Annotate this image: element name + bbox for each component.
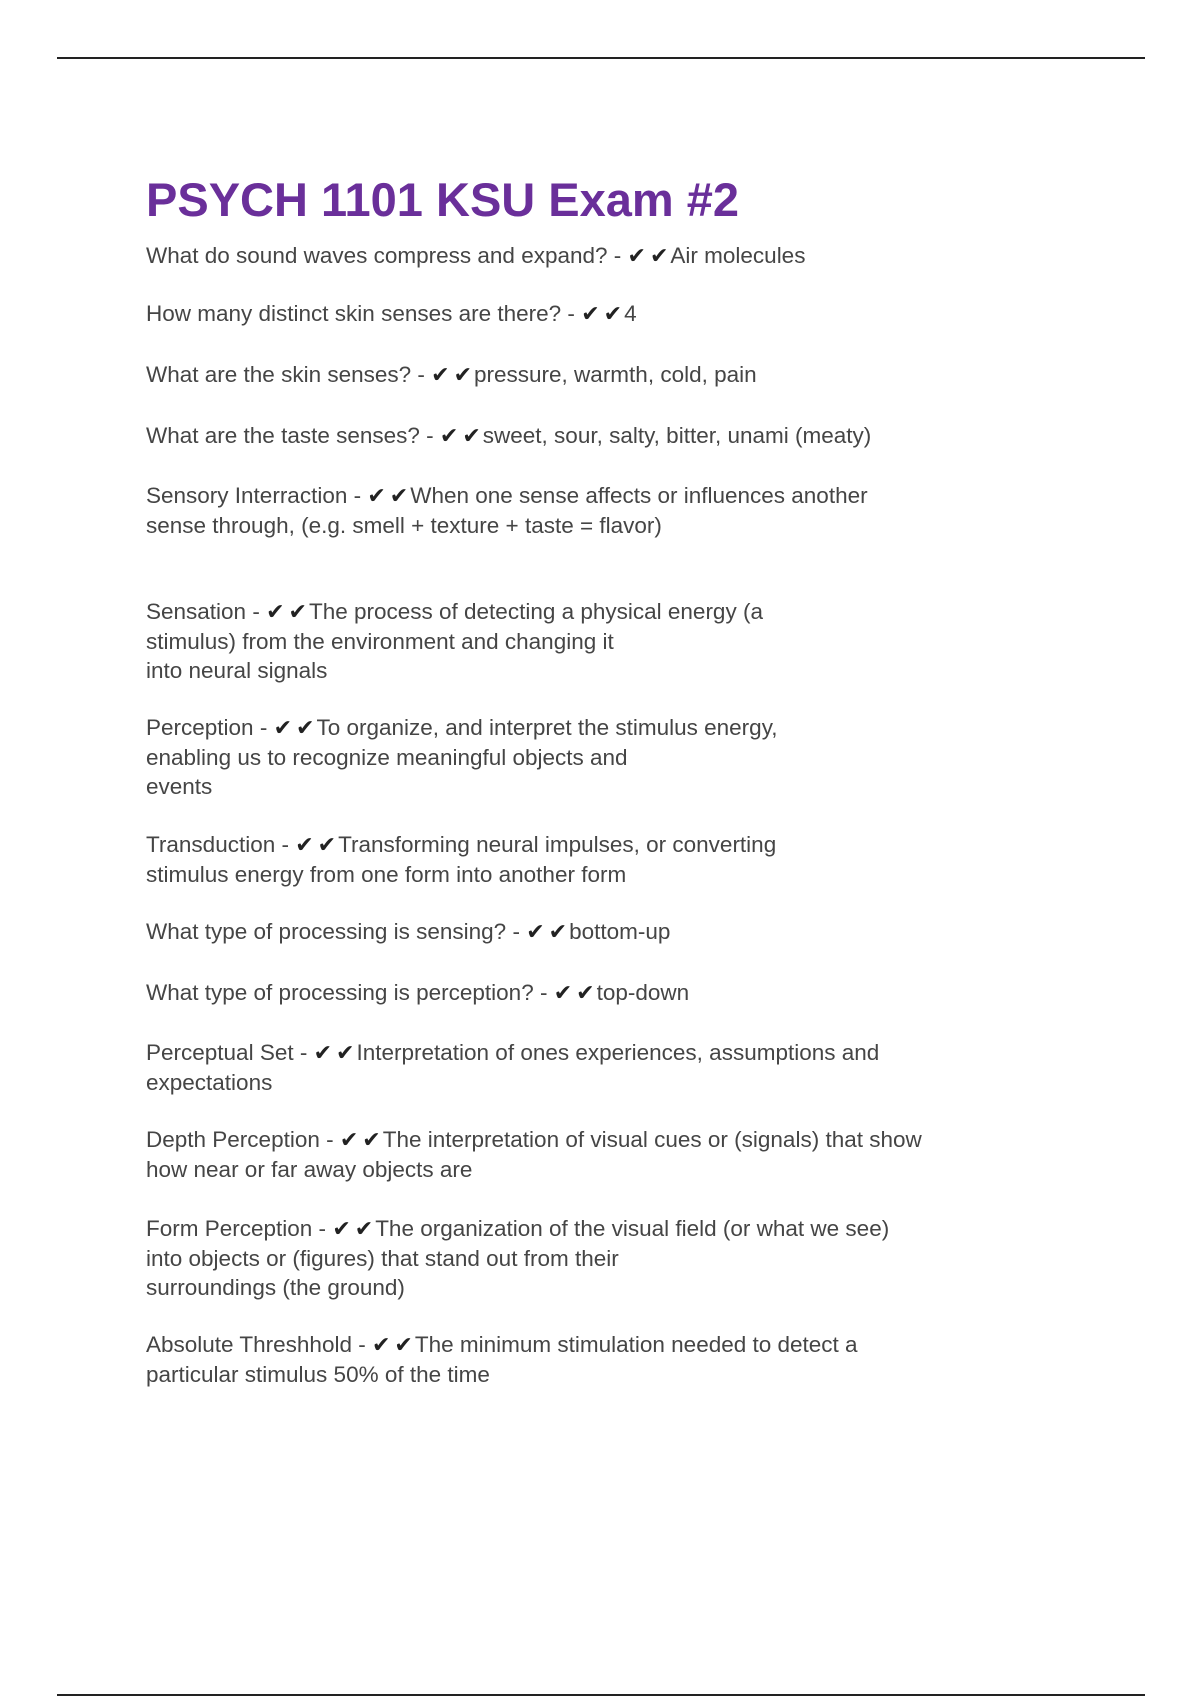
qa-term: What type of processing is sensing? - bbox=[146, 919, 527, 944]
checkmark-icon: ✔ bbox=[332, 1217, 351, 1242]
qa-term: Transduction - bbox=[146, 832, 296, 857]
checkmark-icon: ✔ bbox=[462, 424, 481, 449]
qa-term: Form Perception - bbox=[146, 1216, 333, 1241]
qa-answer: The organization of the visual field (or what we see) bbox=[375, 1216, 890, 1241]
qa-item bbox=[146, 1038, 1026, 1097]
qa-answer: sense through, (e.g. smell + texture + taste = flavor) bbox=[146, 513, 662, 538]
qa-term: Sensory Interraction - bbox=[146, 483, 368, 508]
qa-answer: enabling us to recognize meaningful objects and bbox=[146, 745, 628, 770]
qa-item bbox=[146, 978, 1026, 1008]
checkmark-icon: ✔ bbox=[336, 1041, 355, 1066]
qa-item bbox=[146, 360, 1026, 390]
checkmark-icon: ✔ bbox=[576, 981, 595, 1006]
qa-item bbox=[146, 713, 1026, 801]
qa-item bbox=[146, 830, 1026, 889]
qa-term: How many distinct skin senses are there? - bbox=[146, 301, 582, 326]
qa-answer: expectations bbox=[146, 1070, 273, 1095]
qa-answer: surroundings (the ground) bbox=[146, 1275, 405, 1300]
qa-answer: The process of detecting a physical energy (a bbox=[308, 599, 763, 624]
checkmark-icon: ✔ bbox=[317, 833, 337, 858]
qa-answer: Transforming neural impulses, or converting bbox=[338, 832, 777, 857]
qa-term: What do sound waves compress and expand? - bbox=[146, 243, 628, 268]
qa-item bbox=[146, 597, 1026, 685]
checkmark-icon: ✔ bbox=[453, 363, 473, 388]
qa-answer: stimulus energy from one form into another form bbox=[146, 862, 627, 887]
checkmark-icon: ✔ bbox=[548, 920, 568, 945]
qa-answer: bottom-up bbox=[569, 919, 671, 944]
checkmark-icon: ✔ bbox=[581, 302, 600, 327]
checkmark-icon: ✔ bbox=[627, 244, 646, 269]
qa-term: What are the skin senses? - bbox=[146, 362, 432, 387]
checkmark-icon: ✔ bbox=[603, 302, 623, 327]
checkmark-icon: ✔ bbox=[273, 716, 292, 741]
qa-term: Sensation - bbox=[146, 599, 267, 624]
checkmark-icon: ✔ bbox=[553, 981, 573, 1006]
qa-item bbox=[146, 481, 1026, 540]
qa-answer: particular stimulus 50% of the time bbox=[146, 1362, 490, 1387]
checkmark-icon: ✔ bbox=[339, 1128, 359, 1153]
checkmark-icon: ✔ bbox=[649, 244, 669, 269]
qa-item bbox=[146, 1125, 1026, 1184]
checkmark-icon: ✔ bbox=[288, 600, 307, 625]
qa-answer: When one sense affects or influences another bbox=[410, 483, 868, 508]
qa-answer: Interpretation of ones experiences, assumptions and bbox=[356, 1040, 880, 1065]
qa-answer: The interpretation of visual cues or (signals) that show bbox=[382, 1127, 922, 1152]
qa-answer: The minimum stimulation needed to detect a bbox=[414, 1332, 858, 1357]
qa-term: Perception - bbox=[146, 715, 274, 740]
page-title: PSYCH 1101 KSU Exam #2 bbox=[146, 173, 740, 226]
checkmark-icon: ✔ bbox=[394, 1333, 413, 1358]
footer-rule bbox=[57, 1694, 1145, 1696]
qa-item bbox=[146, 241, 1026, 271]
qa-answer: stimulus) from the environment and changing it bbox=[146, 629, 614, 654]
qa-item bbox=[146, 421, 1026, 451]
qa-term: What type of processing is perception? - bbox=[146, 980, 554, 1005]
checkmark-icon: ✔ bbox=[313, 1041, 333, 1066]
checkmark-icon: ✔ bbox=[439, 424, 459, 449]
qa-answer: how near or far away objects are bbox=[146, 1157, 473, 1182]
qa-term: Depth Perception - bbox=[146, 1127, 340, 1152]
checkmark-icon: ✔ bbox=[295, 833, 314, 858]
qa-answer: Air molecules bbox=[670, 243, 806, 268]
qa-answer: To organize, and interpret the stimulus energy, bbox=[316, 715, 778, 740]
header-rule bbox=[57, 57, 1145, 59]
qa-answer: events bbox=[146, 774, 213, 799]
checkmark-icon: ✔ bbox=[431, 363, 450, 388]
checkmark-icon: ✔ bbox=[371, 1333, 391, 1358]
checkmark-icon: ✔ bbox=[266, 600, 285, 625]
qa-term: What are the taste senses? - bbox=[146, 423, 440, 448]
qa-item bbox=[146, 299, 1026, 329]
checkmark-icon: ✔ bbox=[526, 920, 545, 945]
checkmark-icon: ✔ bbox=[354, 1217, 374, 1242]
qa-term: Absolute Threshhold - bbox=[146, 1332, 372, 1357]
qa-item bbox=[146, 917, 1026, 947]
checkmark-icon: ✔ bbox=[367, 484, 386, 509]
qa-answer: 4 bbox=[624, 301, 637, 326]
qa-item bbox=[146, 1214, 1026, 1302]
qa-answer: top-down bbox=[596, 980, 690, 1005]
qa-answer: pressure, warmth, cold, pain bbox=[474, 362, 757, 387]
qa-term: Perceptual Set - bbox=[146, 1040, 314, 1065]
qa-answer: sweet, sour, salty, bitter, unami (meaty) bbox=[482, 423, 872, 448]
checkmark-icon: ✔ bbox=[362, 1128, 381, 1153]
checkmark-icon: ✔ bbox=[296, 716, 315, 741]
checkmark-icon: ✔ bbox=[389, 484, 409, 509]
qa-answer: into objects or (figures) that stand out from their bbox=[146, 1246, 619, 1271]
qa-answer: into neural signals bbox=[146, 658, 328, 683]
qa-item bbox=[146, 1330, 1026, 1389]
